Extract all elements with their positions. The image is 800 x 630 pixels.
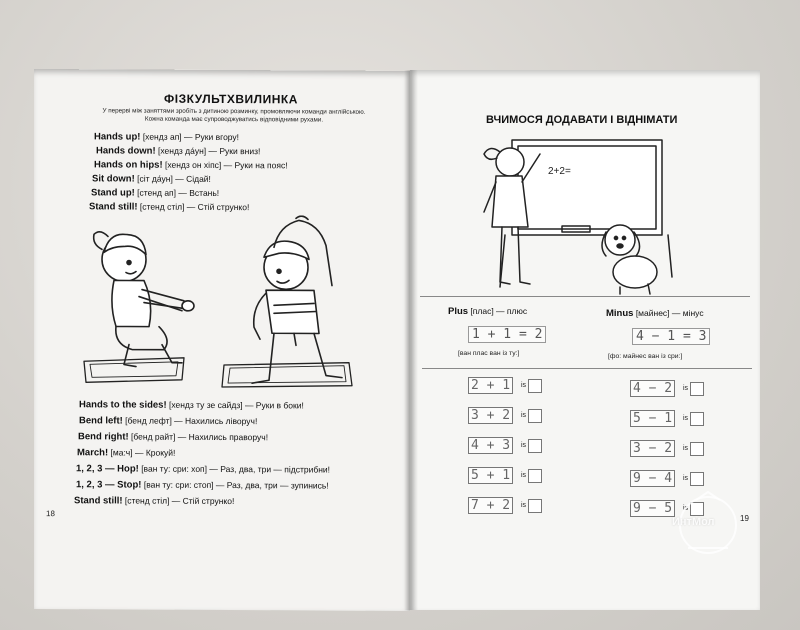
subtraction-exercise: 3 − 2 is: [630, 440, 704, 457]
command-line: March! [ма:ч] — Крокуй!: [77, 447, 176, 459]
left-page: [34, 69, 410, 611]
subtraction-exercise: 9 − 5 is: [630, 500, 704, 517]
minus-transcription: [фо: майнес ван із сри:]: [608, 353, 683, 360]
addition-exercise: 2 + 1 is: [468, 377, 542, 394]
book-spine: [404, 70, 418, 610]
answer-box[interactable]: [690, 412, 704, 426]
command-line: Stand up! [стенд ап] — Встань!: [91, 187, 220, 199]
addition-exercise: 5 + 1 is: [468, 467, 542, 484]
command-line: Hands to the sides! [хендз ту зе сайдз] — Руки в боки!: [79, 399, 304, 411]
answer-box[interactable]: [528, 409, 542, 423]
command-line: Bend left! [бенд лефт] — Нахились ліворуч!: [79, 415, 258, 427]
left-page-intro: У перерві між заняттями зробіть з дитиною розминку, промовляючи команди англійською. Кожна команда має супроводжуватись відповідними рухами.: [102, 107, 366, 124]
minus-example: 4 − 1 = 3: [632, 328, 710, 345]
command-line: Bend right! [бенд райт] — Нахились праворуч!: [78, 431, 269, 443]
girl-at-blackboard-illustration: [470, 132, 710, 302]
answer-box[interactable]: [528, 439, 542, 453]
answer-box[interactable]: [528, 379, 542, 393]
exercise-children-illustration: [74, 214, 404, 391]
plus-transcription: [ван плас ван із ту:]: [458, 350, 520, 357]
answer-box[interactable]: [690, 472, 704, 486]
subtraction-exercise: 5 − 1 is: [630, 410, 704, 427]
command-line: 1, 2, 3 — Hop! [ван ту: сри: хоп] — Раз, два, три — підстрибни!: [76, 463, 331, 475]
addition-exercise: 7 + 2 is: [468, 497, 542, 514]
command-line: Stand still! [стенд стіл] — Стій струнко!: [74, 495, 235, 507]
subtraction-exercise: 4 − 2 is: [630, 380, 704, 397]
plus-example: 1 + 1 = 2: [468, 326, 546, 343]
svg-text:2+2=: 2+2=: [548, 166, 571, 177]
minus-label: Minus [майнес] — мінус: [606, 308, 704, 319]
open-book: [34, 70, 764, 615]
addition-exercise: 3 + 2 is: [468, 407, 542, 424]
command-line: Hands on hips! [хендз он хіпс] — Руки на пояс!: [94, 159, 288, 171]
divider: [420, 296, 750, 297]
answer-box[interactable]: [690, 382, 704, 396]
command-line: Hands up! [хендз ап] — Руки вгору!: [94, 131, 240, 143]
answer-box[interactable]: [528, 499, 542, 513]
page-number: 19: [740, 514, 749, 523]
command-line: Sit down! [сіт да́ун] — Сідай!: [92, 173, 211, 185]
plus-label: Plus [плас] — плюс: [448, 306, 528, 317]
subtraction-exercise: 9 − 4 is: [630, 470, 704, 487]
page-number: 18: [46, 509, 55, 519]
watermark-text: ИнтМол: [672, 516, 715, 528]
command-line: Hands down! [хендз да́ун] — Руки вниз!: [96, 145, 261, 157]
command-line: 1, 2, 3 — Stop! [ван ту: сри: стоп] — Раз, два, три — зупинись!: [76, 479, 329, 491]
command-line: Stand still! [стенд стіл] — Стій струнко!: [89, 201, 250, 213]
left-page-title: ФІЗКУЛЬТХВИЛИНКА: [164, 91, 298, 107]
answer-box[interactable]: [690, 442, 704, 456]
divider: [422, 368, 752, 369]
addition-exercise: 4 + 3 is: [468, 437, 542, 454]
right-page-title: ВЧИМОСЯ ДОДАВАТИ І ВІДНІМАТИ: [486, 114, 678, 126]
answer-box[interactable]: [528, 469, 542, 483]
